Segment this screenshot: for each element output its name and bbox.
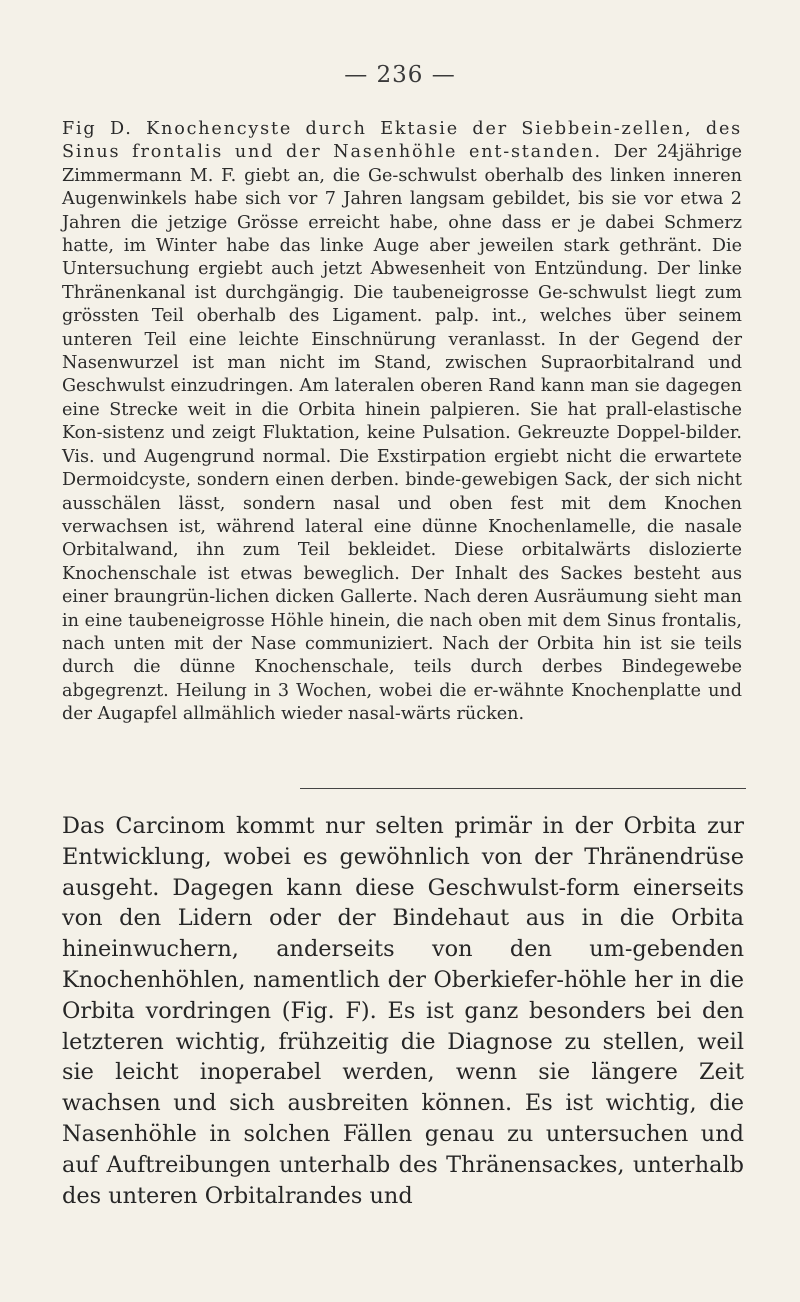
section-divider — [300, 788, 746, 789]
figure-caption: Fig D. Knochencyste durch Ektasie der Siebbein-zellen, des Sinus frontalis und der Nasenhöhle ent-standen. — [62, 119, 742, 163]
case-report-paragraph — [62, 118, 742, 727]
case-report-body: Der 24jährige Zimmermann M. F. giebt an, die Ge-schwulst oberhalb des linken inneren Augenwinkels habe sich vor 7 Jahren langsam gebildet, bis sie vor etwa 2 Jahren die jetzige Grösse erreicht habe, ohne dass er je dabei Schmerz hatte, im Winter habe das linke Auge aber jeweilen stark gethränt. Die Untersuchung ergiebt auch jetzt Abwesenheit von Entzündung. Der linke Thränenkanal ist durchgängig. Die taubeneigrosse Ge-schwulst liegt zum grössten Teil oberhalb des Ligament. palp. int., welches über seinem unteren Teil eine leichte Einschnürung veranlasst. In der Gegend der Nasenwurzel ist man nicht im Stand, zwischen Supraorbitalrand und Geschwulst einzudringen. Am lateralen oberen Rand kann man sie dagegen eine Strecke weit in die Orbita hinein palpieren. Sie hat prall-elastische Kon-sistenz und zeigt Fluktation, keine Pulsation. Gekreuzte Doppel-bilder. Vis. und Augengrund normal. Die Exstirpation ergiebt nicht die erwartete Dermoidcyste, sondern einen derben. binde-gewebigen Sack, der sich nicht ausschälen lässt, sondern nasal und oben fest mit dem Knochen verwachsen ist, während lateral eine dünne Knochenlamelle, die nasale Orbitalwand, ihn zum Teil bekleidet. Diese orbitalwärts dislozierte Knochenschale ist etwas beweglich. Der Inhalt des Sackes besteht aus einer braungrün-lichen dicken Gallerte. Nach deren Ausräumung sieht man in eine taubeneigrosse Höhle hinein, die nach oben mit dem Sinus frontalis, nach unten mit der Nase communiziert. Nach der Orbita hin ist sie teils durch die dünne Knochenschale, teils durch derbes Bindegewebe abgegrenzt. Heilung in 3 Wochen, wobei die er-wähnte Knochenplatte und der Augapfel allmählich wieder nasal-wärts rücken. — [62, 142, 742, 725]
carcinoma-paragraph: Das Carcinom kommt nur selten primär in der Orbita zur Entwicklung, wobei es gewöhnlich von der Thränendrüse ausgeht. Dagegen kann diese Geschwulst-form einerseits von den Lidern oder der Bindehaut aus in die Orbita hineinwuchern, anderseits von den um-gebenden Knochenhöhlen, namentlich der Oberkiefer-höhle her in die Orbita vordringen (Fig. F). Es ist ganz besonders bei den letzteren wichtig, frühzeitig die Diagnose zu stellen, weil sie leicht inoperabel werden, wenn sie längere Zeit wachsen und sich ausbreiten können. Es ist wichtig, die Nasenhöhle in solchen Fällen genau zu untersuchen und auf Auftreibungen unterhalb des Thränensackes, unterhalb des unteren Orbitalrandes und — [62, 813, 744, 1209]
page-number-header: — 236 — — [344, 62, 456, 88]
